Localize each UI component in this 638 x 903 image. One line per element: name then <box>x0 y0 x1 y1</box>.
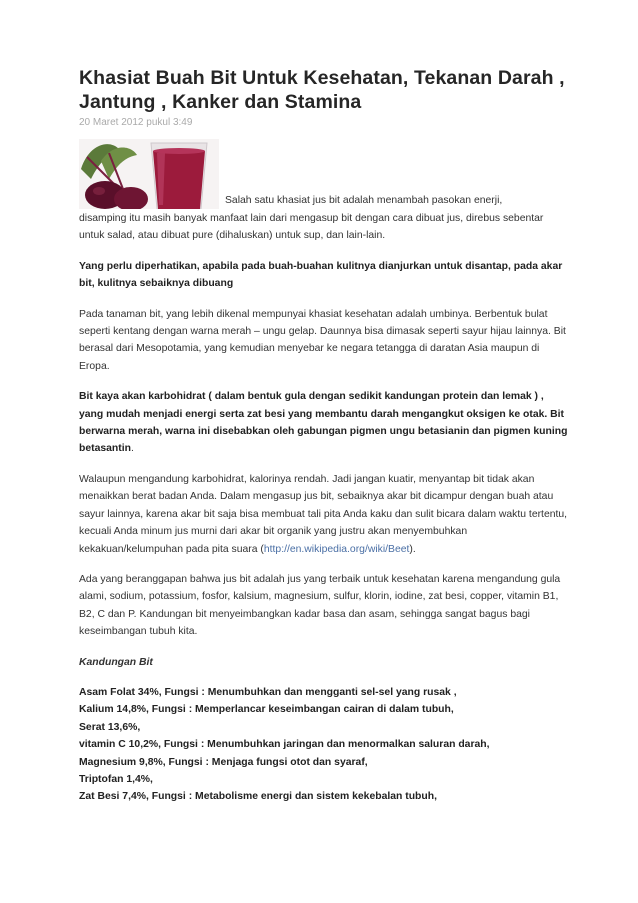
intro-paragraph: disamping itu masih banyak manfaat lain dari mengasup bit dengan cara dibuat jus, direbus sebentar untuk salad, atau dibuat pure (dihaluskan) untuk sup, dan lain-lain. <box>79 213 544 242</box>
karbohidrat-text: Bit kaya akan karbohidrat ( dalam bentuk gula dengan sedikit kandungan protein dan lemak ) , yang mudah menjadi energi serta zat besi yang membantu darah mengangkut oksigen ke otak. Bit berwarna merah, warna ini disebabkan oleh gabungan pigmen ungu betasianin dan pigmen kuning betasantin <box>79 391 568 455</box>
karbohidrat-paragraph <box>79 388 569 458</box>
karbohidrat-end: . <box>130 443 134 455</box>
list-item: vitamin C 10,2%, Fungsi : Menumbuhkan jaringan dan menormalkan saluran darah, <box>79 739 490 751</box>
post-date: 20 Maret 2012 pukul 3:49 <box>79 117 193 128</box>
tip-paragraph <box>79 258 569 293</box>
article-title: Khasiat Buah Bit Untuk Kesehatan, Tekanan Darah , Jantung , Kanker dan Stamina <box>79 67 565 113</box>
wikipedia-link[interactable]: http://en.wikipedia.org/wiki/Beet <box>263 543 410 555</box>
list-item: Asam Folat 34%, Fungsi : Menumbuhkan dan mengganti sel-sel yang rusak , <box>79 686 457 698</box>
list-item: Zat Besi 7,4%, Fungsi : Metabolisme energi dan sistem kekebalan tubuh, <box>79 791 437 803</box>
article <box>79 66 569 806</box>
tanaman-paragraph: Pada tanaman bit, yang lebih dikenal mempunyai khasiat kesehatan adalah umbinya. Berbentuk bulat seperti kentang dengan warna merah – ungu gelap. Daunnya bisa dimasak seperti sayur hijau lainnya. Bit berasal dari Mesopotamia, yang kemudian menyebar ke negara tetangga di daratan Asia maupun di Eropa. <box>79 308 566 372</box>
ada-paragraph: Ada yang beranggapan bahwa jus bit adalah jus yang terbaik untuk kesehatan karena mengandung gula alami, sodium, potassium, fosfor, kalsium, magnesium, sulfur, klorin, iodine, zat besi, copper, vitamin B1, B2, C dan P. Kandungan bit menyeimbangkan kadar basa dan asam, sehingga sangat bagus bagi keseimbangan tubuh kita. <box>79 573 561 638</box>
beet-juice-photo <box>79 139 219 209</box>
list-item: Magnesium 9,8%, Fungsi : Menjaga fungsi otot dan syaraf, <box>79 756 368 768</box>
walaupun-end: ). <box>409 543 416 555</box>
list-item: Serat 13,6%, <box>79 721 141 733</box>
walaupun-paragraph <box>79 471 569 558</box>
tip-text: Yang perlu diperhatikan, apabila pada buah-buahan kulitnya dianjurkan untuk disantap, pada akar bit, kulitnya sebaiknya dibuang <box>79 260 563 290</box>
list-item: Triptofan 1,4%, <box>79 773 153 785</box>
walaupun-text: Walaupun mengandung karbohidrat, kalorinya rendah. Jadi jangan kuatir, menyantap bit tidak akan menaikkan berat badan Anda. Dalam mengasup jus bit, sebaiknya akar bit dicampur dengan buah atau sayur lainnya, karena akar bit saja bisa membuat tali pita Anda kaku dan sulit bicara dalam waktu tertentu, kecuali Anda minum jus murni dari akar bit organik yang justru akan menyembuhkan kekakuan/kelumpuhan pada pita suara ( <box>79 473 568 555</box>
kandungan-list <box>79 684 569 806</box>
list-item: Kalium 14,8%, Fungsi : Memperlancar keseimbangan cairan di dalam tubuh, <box>79 704 454 716</box>
hero <box>79 139 569 209</box>
kandungan-heading: Kandungan Bit <box>79 656 153 668</box>
intro-first-line: Salah satu khasiat jus bit adalah menambah pasokan enerji, <box>225 195 503 206</box>
